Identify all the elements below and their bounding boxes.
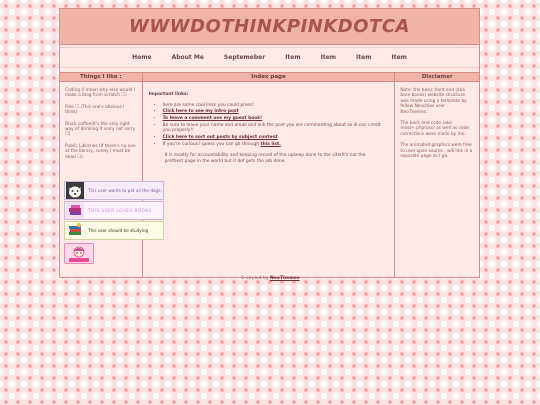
list-item: • here are some cool links you could press! xyxy=(163,103,389,109)
intro-post-link[interactable]: Click here to see my intro post xyxy=(162,109,239,115)
kawaii-girl-icon xyxy=(66,245,92,263)
guest-book-link[interactable]: To leave a comment use my guest book! xyxy=(162,115,263,121)
content-columns xyxy=(60,72,479,277)
nav-about-me[interactable]: About Me xyxy=(171,54,204,61)
kawaii-girl-button[interactable] xyxy=(64,243,94,264)
stamp-text: THIS USER LOVES BOOKS xyxy=(88,208,152,213)
nav-item-3[interactable]: Item xyxy=(356,54,372,61)
nav-item-4[interactable]: Item xyxy=(391,54,407,61)
footer-prefix: © Layout by xyxy=(240,276,270,281)
dog-icon xyxy=(65,182,85,199)
stamp-text: This user wants to pet all the dogs. xyxy=(88,188,162,193)
right-heading: Disclamer xyxy=(395,72,479,82)
right-sidebar xyxy=(395,72,479,277)
nav-item-2[interactable]: Item xyxy=(320,54,337,61)
like-item: Coding (I mean why else would I make a blog from scratch ☐) xyxy=(65,88,135,99)
stamp-studying xyxy=(64,221,164,240)
like-item: Public Libraries (If there's no one at the library, surely I must be dead ☐). xyxy=(65,143,136,160)
stamp-dogs xyxy=(64,181,164,200)
nav-item-1[interactable]: Item xyxy=(285,54,301,61)
nav-bar xyxy=(60,47,479,68)
links-list xyxy=(149,103,389,148)
nav-home[interactable]: Home xyxy=(132,54,152,61)
sort-posts-link[interactable]: Click here to sort out posts by subject content xyxy=(162,134,278,140)
list-item xyxy=(163,116,389,122)
neothemes-link[interactable]: NeoThemes xyxy=(269,276,300,281)
list-item xyxy=(163,109,389,115)
important-links-label: Important links: xyxy=(148,92,189,97)
books-icon xyxy=(65,202,85,219)
this-list-link[interactable]: this list. xyxy=(260,141,281,147)
like-item: Pink ☐ (This one's obvious I think) xyxy=(65,104,125,116)
list-item: • If you're curious I guess you can go through this list. xyxy=(163,142,389,148)
disclaimer-item: Note: the basic front end (aka bare bones) website structure was made using a template by fellow Neocities user : NeoThemes . xyxy=(400,88,467,115)
nav-septemeber[interactable]: Septemeber xyxy=(223,54,266,61)
site-title: WWWDOTHINKPINKDOTCA xyxy=(129,16,410,37)
list-item xyxy=(163,135,389,141)
disclaimer-item: The back end code (aka most+.php(oss) as well as code corrections were made by me. xyxy=(400,121,469,137)
main-heading: Index page xyxy=(143,72,395,82)
stack-of-books-icon xyxy=(65,222,85,239)
stamp-books xyxy=(64,201,164,220)
stamp-text: This user should be studying xyxy=(88,228,149,233)
left-heading: Things I like : xyxy=(60,72,142,82)
footer xyxy=(0,276,540,281)
disclaimer-item: The animated graphics were free to use/ open source , will link in a separate page as I go. xyxy=(400,143,473,160)
stamps-area xyxy=(64,181,164,241)
accountability-note: It is mostly for accountability and keeping record of the upkeep done to the site(It's not the prettiest page in the world but it def gets the job done. xyxy=(164,153,366,165)
disclaimer-text xyxy=(395,82,479,171)
site-header xyxy=(60,9,479,45)
list-item: • Be sure to leave your name and email and link the post you are commenting about so ill can credit you properly!! xyxy=(163,123,389,135)
main-content xyxy=(143,72,396,277)
like-item: Black coffee(It's the only right way of drinking it sorry not sorry ☐) xyxy=(65,121,136,138)
likes-list xyxy=(60,82,142,172)
